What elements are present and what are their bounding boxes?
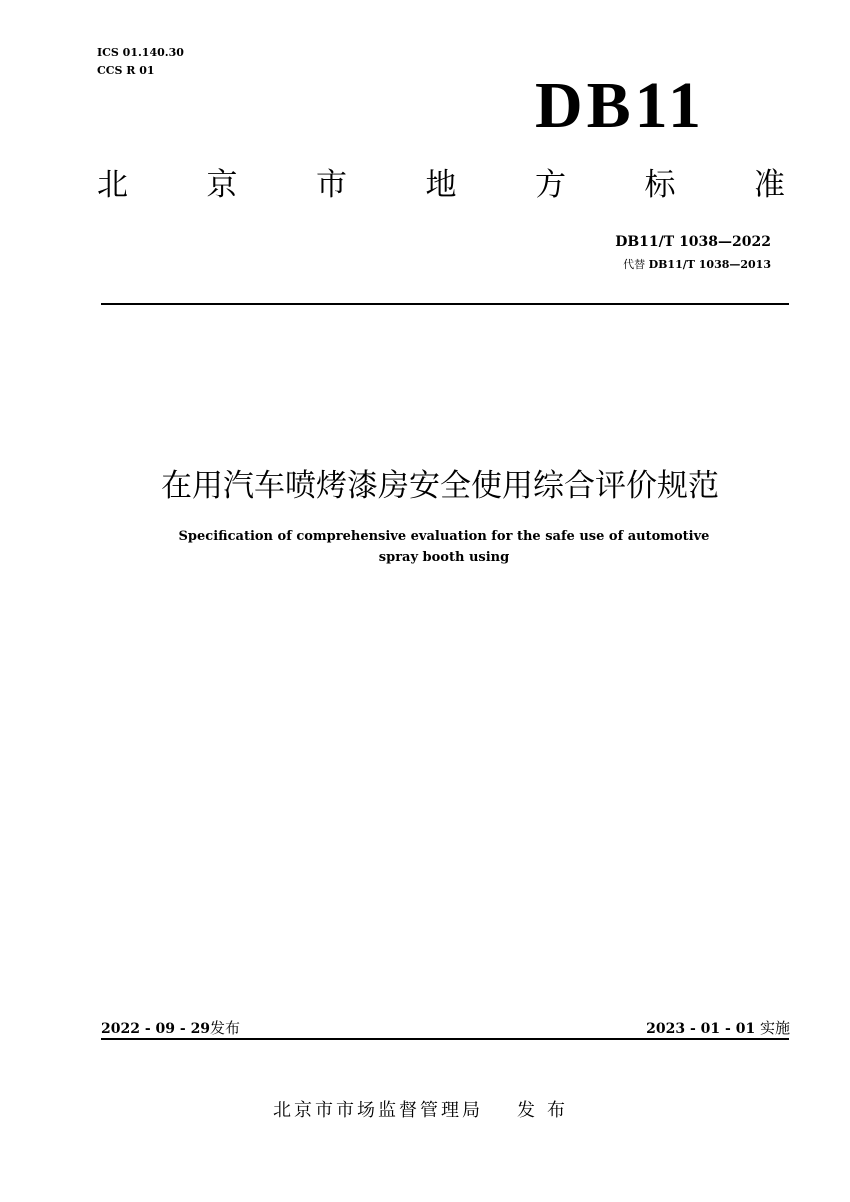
heading-char: 标: [644, 167, 676, 203]
implement-date: 2023 - 01 - 01: [646, 1021, 756, 1037]
heading-char: 准: [754, 167, 785, 203]
heading-char: 方: [535, 167, 566, 203]
db11-logo: DB11: [535, 69, 706, 142]
issue-date: 2022 - 09 - 29: [101, 1021, 211, 1037]
standard-number: DB11/T 1038—2022: [615, 234, 771, 250]
publisher-label: 发布: [517, 1100, 577, 1121]
title-english-line: Specification of comprehensive evaluation for the safe use of automotive: [178, 529, 710, 544]
top-divider: [101, 303, 789, 305]
classification-codes: [97, 44, 184, 80]
issue-date-line: [101, 1019, 240, 1038]
publisher-line: [0, 1098, 850, 1124]
heading-char: 市: [316, 167, 347, 203]
implement-label: 实施: [759, 1019, 790, 1037]
replaced-standard-number: DB11/T 1038—2013: [648, 258, 771, 271]
publisher-name: 北京市市场监督管理局: [273, 1100, 483, 1121]
replaces-label: 代替: [623, 258, 646, 271]
province-standard-heading: [97, 165, 785, 205]
title-chinese: 在用汽车喷烤漆房安全使用综合评价规范: [161, 468, 719, 504]
implement-date-line: [646, 1019, 790, 1038]
ccs-code: CCS R 01: [97, 64, 155, 77]
title-english: [97, 526, 791, 568]
heading-char: 北: [97, 167, 128, 203]
issue-label: 发布: [210, 1019, 241, 1037]
title-english-line: spray booth using: [378, 550, 510, 565]
heading-char: 地: [425, 167, 457, 203]
bottom-divider: [101, 1038, 789, 1040]
ics-code: ICS 01.140.30: [97, 46, 184, 59]
replaces-line: [623, 256, 771, 274]
heading-char: 京: [206, 167, 238, 203]
